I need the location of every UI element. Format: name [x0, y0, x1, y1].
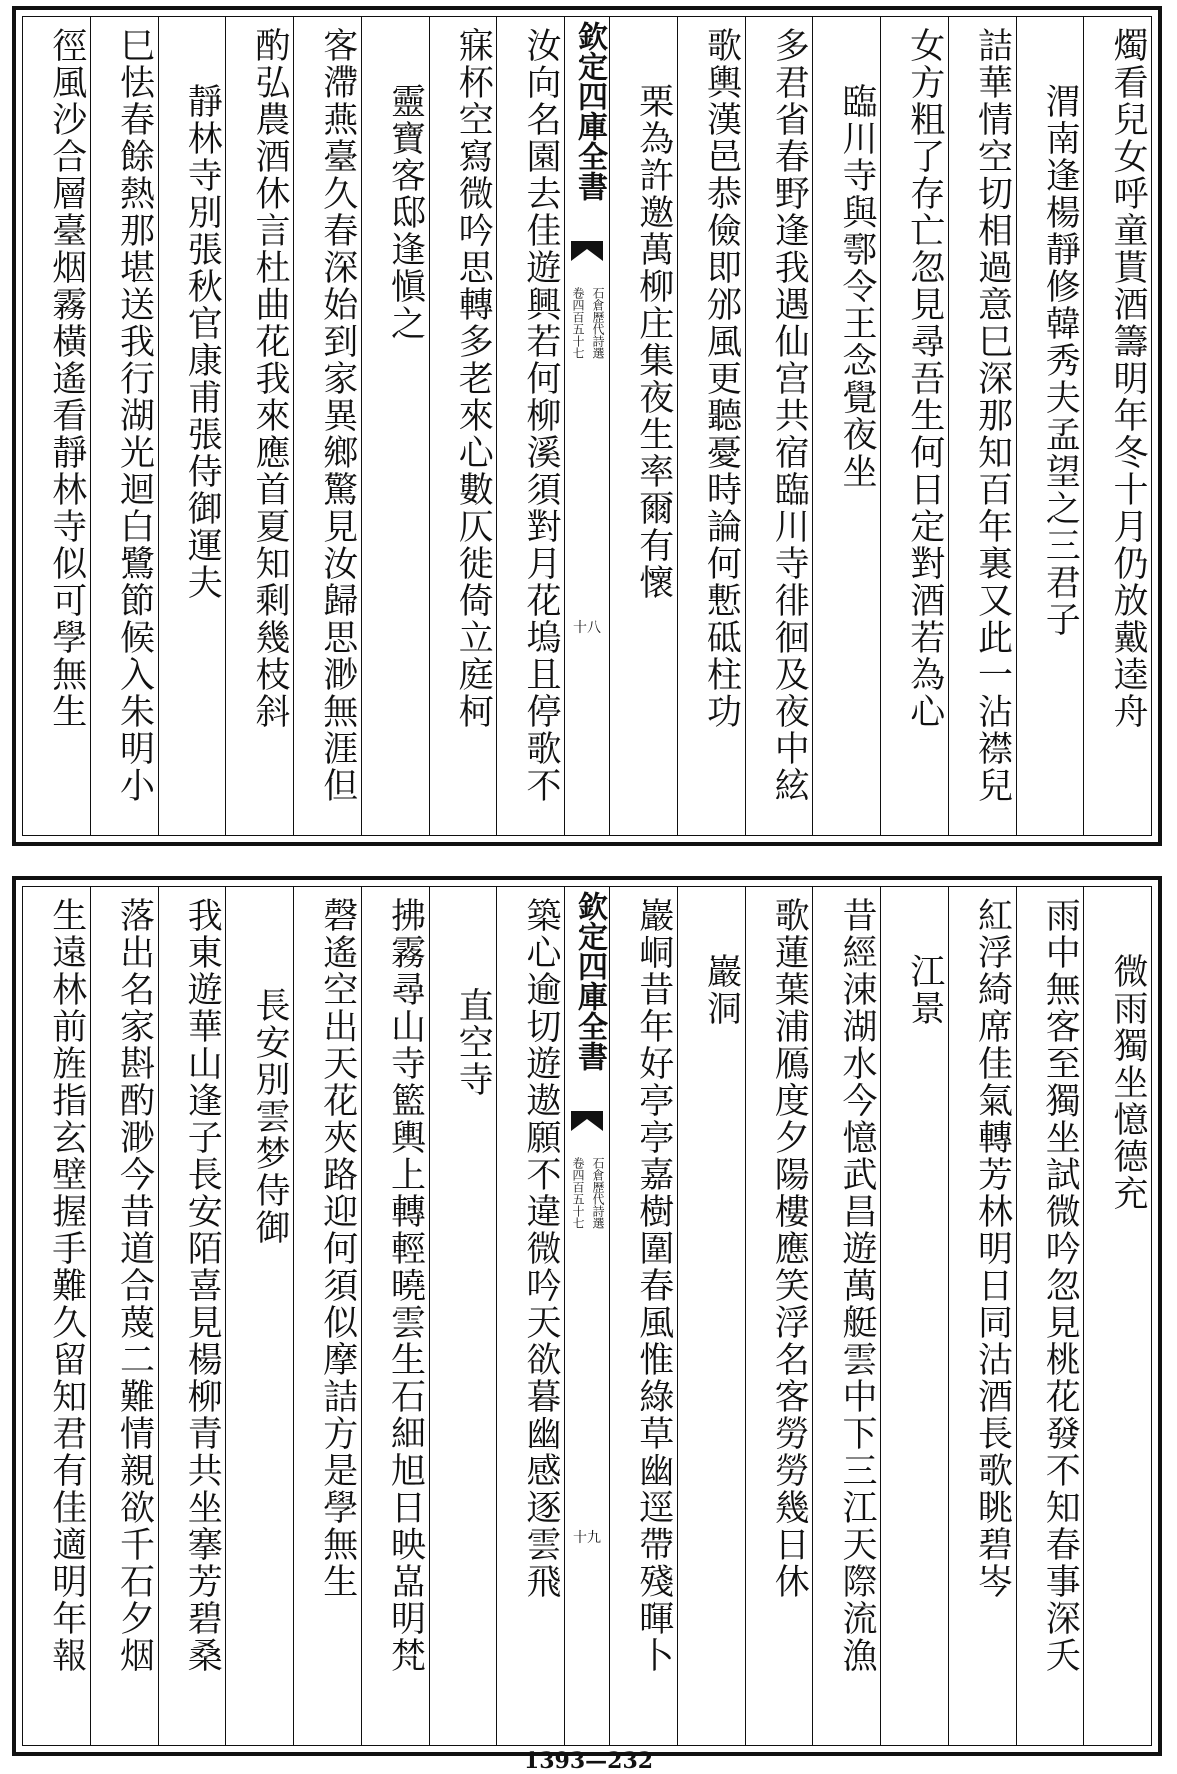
text-column: [1016, 17, 1084, 835]
text-column: [948, 887, 1016, 1745]
column-text: 我東遊華山逢子長安陌喜見楊柳青共坐搴芳碧桑: [182, 897, 223, 1674]
column-text: 巖峒昔年好亭亭嘉樹圍春風惟綠草幽逕帶殘暉卜: [633, 897, 674, 1674]
top-page: [12, 6, 1162, 846]
text-column: [948, 17, 1016, 835]
poem-title: 靜林寺別張秋官康甫張侍御運夫: [182, 83, 223, 601]
text-column: [1083, 17, 1151, 835]
text-column: [1083, 887, 1151, 1745]
text-column: [361, 17, 429, 835]
poem-title: 渭南逢楊靜修韓秀夫孟望之三君子: [1040, 83, 1081, 638]
column-text: 燭看兒女呼童貰酒籌明年冬十月仍放戴逵舟: [1108, 27, 1148, 730]
text-column: [158, 17, 226, 835]
poem-title: 臨川寺與鄠令王念覺夜坐: [837, 83, 877, 490]
text-column: [677, 17, 745, 835]
text-column: [293, 17, 361, 835]
column-text: 巳怯春餘熱那堪送我行湖光迴白鷺節候入朱明小: [114, 27, 155, 804]
book-title: 欽定四庫全書: [572, 891, 607, 1071]
column-text: 拂霧尋山寺籃輿上轉輕曉雲生石細旭日映嵓明梵: [385, 897, 426, 1674]
text-column: [225, 17, 293, 835]
poem-title: 巖洞: [701, 953, 742, 1027]
column-text: 歌蓮葉浦鴈度夕陽樓應笑浮名客勞勞幾日休: [769, 897, 810, 1600]
text-column: [880, 17, 948, 835]
page-number-footer: 1393—232: [523, 1748, 654, 1774]
column-text: 酌弘農酒休言杜曲花我來應首夏知剩幾枝斜: [250, 27, 290, 730]
column-text: 詰華情空切相過意巳深那知百年裏又此一沾襟兒: [972, 27, 1013, 804]
poem-title: 江景: [904, 953, 945, 1027]
column-text: 汝向名園去佳遊興若何柳溪須對月花塢且停歌不: [521, 27, 561, 804]
text-column: [496, 887, 564, 1745]
center-fold: [564, 887, 609, 1745]
text-column: [158, 887, 226, 1745]
text-column: [90, 17, 158, 835]
text-column: [677, 887, 745, 1745]
text-column: [1016, 887, 1084, 1745]
column-text: 磬遙空出天花夾路迎何須似摩詰方是學無生: [317, 897, 358, 1600]
column-text: 昔經涑湖水今憶武昌遊萬艇雲中下三江天際流漁: [837, 897, 877, 1674]
column-text: 紅浮綺席佳氣轉芳林明日同沽酒長歌眺碧岑: [972, 897, 1013, 1600]
text-column: [609, 887, 677, 1745]
text-column: [812, 887, 880, 1745]
text-column: [361, 887, 429, 1745]
collection-name: 石倉歷代詩選: [591, 1157, 605, 1229]
volume-number: 卷四百五十七: [571, 1157, 585, 1229]
column-text: 徑風沙合層臺烟霧橫遙看靜林寺似可學無生: [46, 27, 87, 730]
text-column: [745, 17, 813, 835]
text-column: [90, 887, 158, 1745]
text-column: [225, 887, 293, 1745]
text-column: [23, 887, 90, 1745]
poem-title: 靈寶客邸逢愼之: [385, 83, 426, 342]
collection-name: 石倉歷代詩選: [591, 287, 605, 359]
poem-title: 直空寺: [453, 987, 494, 1098]
text-column: [496, 17, 564, 835]
text-column: [23, 17, 90, 835]
text-column: [429, 17, 497, 835]
column-text: 客滯燕臺久春深始到家異鄉驚見汝歸思渺無涯但: [317, 27, 358, 804]
bottom-columns: [23, 887, 1151, 1745]
leaf-number: 十九: [573, 1530, 601, 1546]
leaf-number: 十八: [573, 620, 601, 636]
column-text: 女方粗了存亡忽見尋吾生何日定對酒若為心: [904, 27, 945, 730]
column-text: 雨中無客至獨坐試微吟忽見桃花發不知春事深夭: [1040, 897, 1081, 1674]
top-columns: [23, 17, 1151, 835]
text-column: [293, 887, 361, 1745]
column-text: 歌輿漢邑恭儉即邠風更聽憂時論何慙砥柱功: [701, 27, 742, 730]
column-text: 多君省春野逢我遇仙宫共宿臨川寺徘徊及夜中絃: [769, 27, 810, 804]
text-column: [609, 17, 677, 835]
poem-title: 栗為許邀萬柳庄集夜生率爾有懷: [633, 83, 674, 601]
bottom-page: [12, 876, 1162, 1756]
text-column: [429, 887, 497, 1745]
text-column: [745, 887, 813, 1745]
text-column: [880, 887, 948, 1745]
column-text: 生遠林前旌指玄壁握手難久留知君有佳適明年報: [46, 897, 87, 1674]
text-column: [812, 17, 880, 835]
column-text: 落出名家斟酌渺今昔道合蔑二難情親欲千石夕烟: [114, 897, 155, 1674]
center-fold: [564, 17, 609, 835]
fish-tail-mark-icon: [571, 1111, 603, 1131]
fish-tail-mark-icon: [571, 241, 603, 261]
poem-title: 長安別雲梦侍御: [250, 987, 290, 1246]
volume-number: 卷四百五十七: [571, 287, 585, 359]
poem-title: 微雨獨坐憶德充: [1108, 953, 1148, 1212]
column-text: 築心逾切遊遨願不違微吟天欲暮幽感逐雲飛: [521, 897, 561, 1600]
column-text: 寐杯空寫微吟思轉多老來心數仄徙倚立庭柯: [453, 27, 494, 730]
book-title: 欽定四庫全書: [572, 21, 607, 201]
